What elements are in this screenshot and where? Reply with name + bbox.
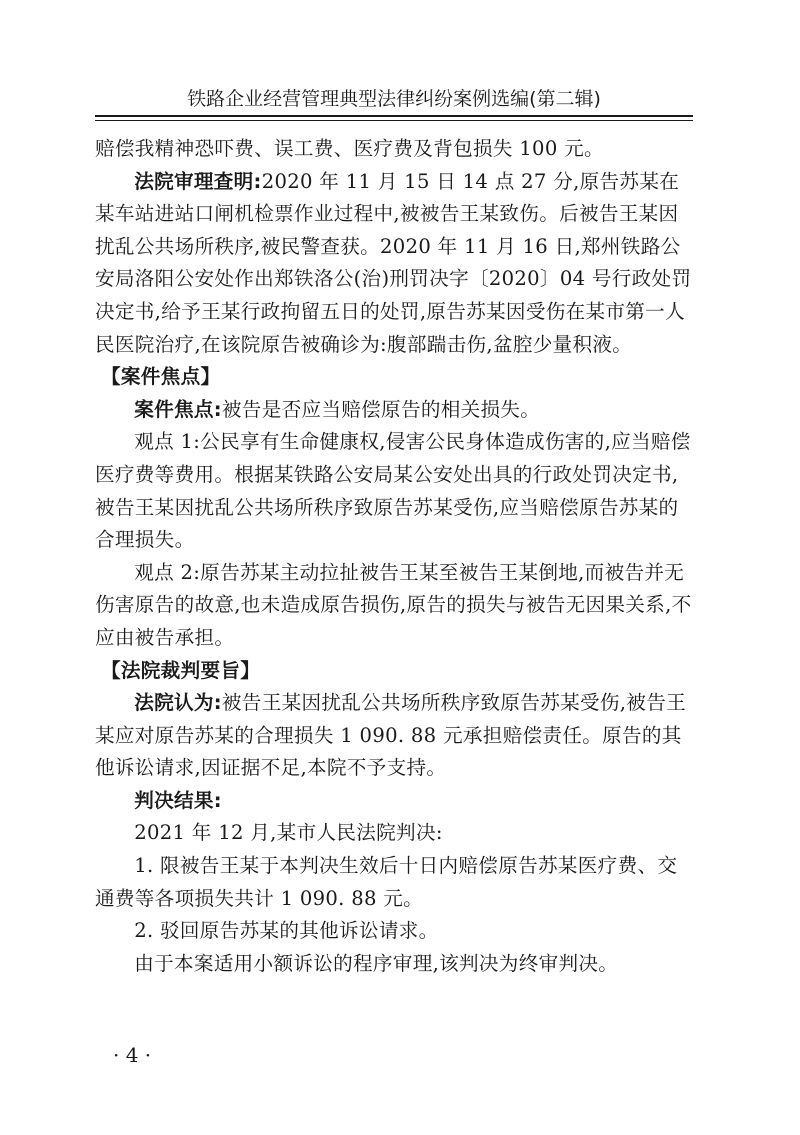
page-number: · 4 ·: [113, 1043, 152, 1067]
body-text: [95, 133, 695, 980]
lead-label: 案件焦点:: [134, 397, 222, 421]
paragraph-judgment-item-1: 1. 限被告王某于本判决生效后十日内赔偿原告苏某医疗费、交通费等各项损失共计 1 090. 88 元。: [95, 854, 678, 910]
paragraph-view-2: 观点 2:原告苏某主动拉扯被告王某至被告王某倒地,而被告并无伤害原告的故意,也未造成原告损伤,原告的损失与被告无因果关系,不应由被告承担。: [95, 560, 692, 649]
lead-label: 判决结果:: [134, 788, 222, 812]
header-rule-thin: [95, 120, 693, 121]
paragraph-judgment-heading: [95, 785, 695, 818]
paragraph-view-1: 观点 1:公民享有生命健康权,侵害公民身体造成伤害的,应当赔偿医疗费等费用。根据某铁路公安局某公安处出具的行政处罚决定书,被告王某因扰乱公共场所秩序致原告苏某受伤,应当赔偿原告苏某的合理损失。: [95, 430, 691, 552]
paragraph-findings: 法院审理查明:2020 年 11 月 15 日 14 点 27 分,原告苏某在某车站进站口闸机检票作业过程中,被被告王某致伤。后被告王某因扰乱公共场所秩序,被民警查获。2020 年 11 月 16 日,郑州铁路公安局洛阳公安处作出郑铁洛公(治)刑罚决字〔2020〕04 号行政处罚决定书,给予王某行政拘留五日的处罚,原告苏某因受伤在某市第一人民医院治疗,在该院原告被确诊为:腹部踹击伤,盆腔少量积液。: [95, 169, 692, 356]
section-heading-ruling: 【法院裁判要旨】: [101, 658, 261, 682]
lead-label: 法院审理查明:: [134, 169, 262, 193]
paragraph-case-focus: 案件焦点:被告是否应当赔偿原告的相关损失。: [134, 397, 541, 421]
paragraph-judgment-item-2: 2. 驳回原告苏某的其他诉讼请求。: [134, 919, 439, 943]
paragraph-judgment-date: 2021 年 12 月,某市人民法院判决:: [134, 821, 443, 845]
section-heading-case-focus: 【案件焦点】: [101, 365, 221, 389]
running-header: 铁路企业经营管理典型法律纠纷案例选编(第二辑): [187, 88, 601, 110]
paragraph-court-opinion: 法院认为:被告王某因扰乱公共场所秩序致原告苏某受伤,被告王某应对原告苏某的合理损失 1 090. 88 元承担赔偿责任。原告的其他诉讼请求,因证据不足,本院不予支持。: [95, 691, 686, 780]
paragraph-final-note: 由于本案适用小额诉讼的程序审理,该判决为终审判决。: [134, 951, 619, 975]
lead-label: 法院认为:: [134, 691, 222, 715]
paragraph-continuation: 赔偿我精神恐吓费、误工费、医疗费及背包损失 100 元。: [95, 137, 604, 160]
header-rule-thick: [95, 115, 693, 117]
